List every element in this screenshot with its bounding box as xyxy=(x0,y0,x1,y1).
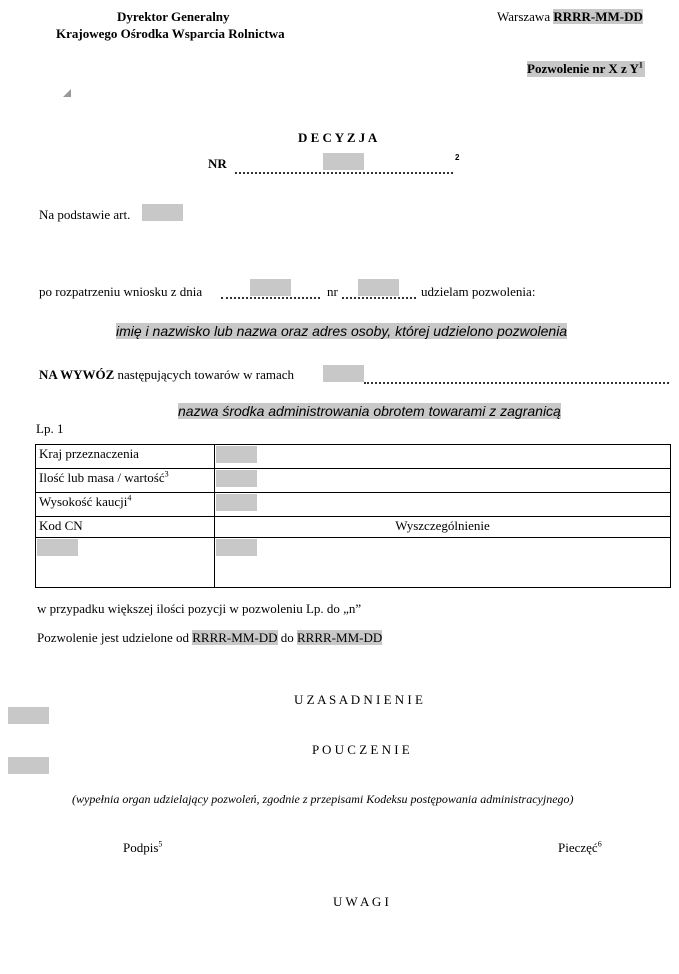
city: Warszawa xyxy=(497,9,551,24)
place-date xyxy=(497,9,643,25)
cn-code-field[interactable] xyxy=(37,539,78,556)
export-text: następujących towarów w ramach xyxy=(117,367,295,382)
export-label: NA WYWÓZ xyxy=(39,367,115,382)
legal-basis-field[interactable] xyxy=(142,204,183,221)
justification-field[interactable] xyxy=(8,707,49,724)
admin-measure-placeholder[interactable]: nazwa środka administrowania obrotem towarami z zagranicą xyxy=(178,403,561,419)
quantity-label: Ilość lub masa / wartość$^3$ xyxy=(36,469,215,493)
specification-header: Wyszczególnienie xyxy=(215,517,671,538)
specification-value[interactable] xyxy=(215,538,671,588)
export-line xyxy=(39,367,294,383)
deposit-value[interactable] xyxy=(215,493,671,517)
remarks-heading: U W A G I xyxy=(333,894,389,909)
footnote-2: 2 xyxy=(455,153,460,162)
legal-basis-label: Na podstawie art. xyxy=(39,207,131,222)
decision-number-field[interactable] xyxy=(323,153,364,170)
grantee-placeholder[interactable]: imię i nazwisko lub nazwa oraz adres osoby, której udzielono pozwolenia xyxy=(116,323,568,339)
table-row xyxy=(36,538,671,588)
validity-line xyxy=(37,630,382,646)
program-line[interactable] xyxy=(364,368,669,384)
footnote-6: 6 xyxy=(597,839,602,849)
application-number-field[interactable] xyxy=(358,279,399,296)
destination-label: Kraj przeznaczenia xyxy=(36,445,215,469)
corner-mark-icon xyxy=(63,89,71,97)
quantity-value[interactable] xyxy=(215,469,671,493)
instruction-heading: P O U C Z E N I E xyxy=(312,742,410,757)
consider-nr: nr xyxy=(327,284,338,299)
destination-value[interactable] xyxy=(215,445,671,469)
table-header-row xyxy=(36,517,671,538)
validity-mid: do xyxy=(280,630,294,645)
footnote-4: 4 xyxy=(127,493,132,503)
deposit-label: Wysokość kaucji$^4$ xyxy=(36,493,215,517)
instruction-note: (wypełnia organ udzielający pozwoleń, zgodnie z przepisami Kodeksu postępowania administracyjnego) xyxy=(72,792,574,806)
application-date-field[interactable] xyxy=(250,279,291,296)
consider-suffix: udzielam pozwolenia: xyxy=(421,284,536,299)
destination-field[interactable] xyxy=(216,446,257,463)
footnote-1: 1 xyxy=(638,60,643,70)
cn-code-value[interactable] xyxy=(36,538,215,588)
decision-title: D E C Y Z J A xyxy=(298,130,378,145)
footnote-5: 5 xyxy=(158,839,163,849)
instruction-field[interactable] xyxy=(8,757,49,774)
justification-heading: U Z A S A D N I E N I E xyxy=(294,692,423,707)
validity-to[interactable]: RRRR-MM-DD xyxy=(297,630,383,645)
specification-field[interactable] xyxy=(216,539,257,556)
permit-number[interactable]: Pozwolenie nr X z $Y^1$ xyxy=(527,60,643,76)
validity-from[interactable]: RRRR-MM-DD xyxy=(192,630,278,645)
signature-label: Podpis$^5$ xyxy=(123,839,163,855)
issuer-title: Dyrektor Generalny xyxy=(117,9,230,24)
table-row xyxy=(36,469,671,493)
program-field[interactable] xyxy=(323,365,364,382)
decision-number-label: NR xyxy=(208,156,227,171)
date-placeholder[interactable]: RRRR-MM-DD xyxy=(553,9,643,24)
table-row xyxy=(36,493,671,517)
footnote-3: 3 xyxy=(164,469,169,479)
deposit-field[interactable] xyxy=(216,494,257,511)
stamp-label: Pieczęć$^6$ xyxy=(558,839,602,855)
validity-prefix: Pozwolenie jest udzielone od xyxy=(37,630,189,645)
consider-prefix: po rozpatrzeniu wniosku z dnia xyxy=(39,284,203,299)
cn-code-header: Kod CN xyxy=(36,517,215,538)
issuer-office: Krajowego Ośrodka Wsparcia Rolnictwa xyxy=(56,26,285,41)
item-number: Lp. 1 xyxy=(36,421,64,436)
multi-items-note: w przypadku większej ilości pozycji w pozwoleniu Lp. do „n” xyxy=(37,601,362,616)
goods-table xyxy=(35,444,671,588)
quantity-field[interactable] xyxy=(216,470,257,487)
table-row xyxy=(36,445,671,469)
